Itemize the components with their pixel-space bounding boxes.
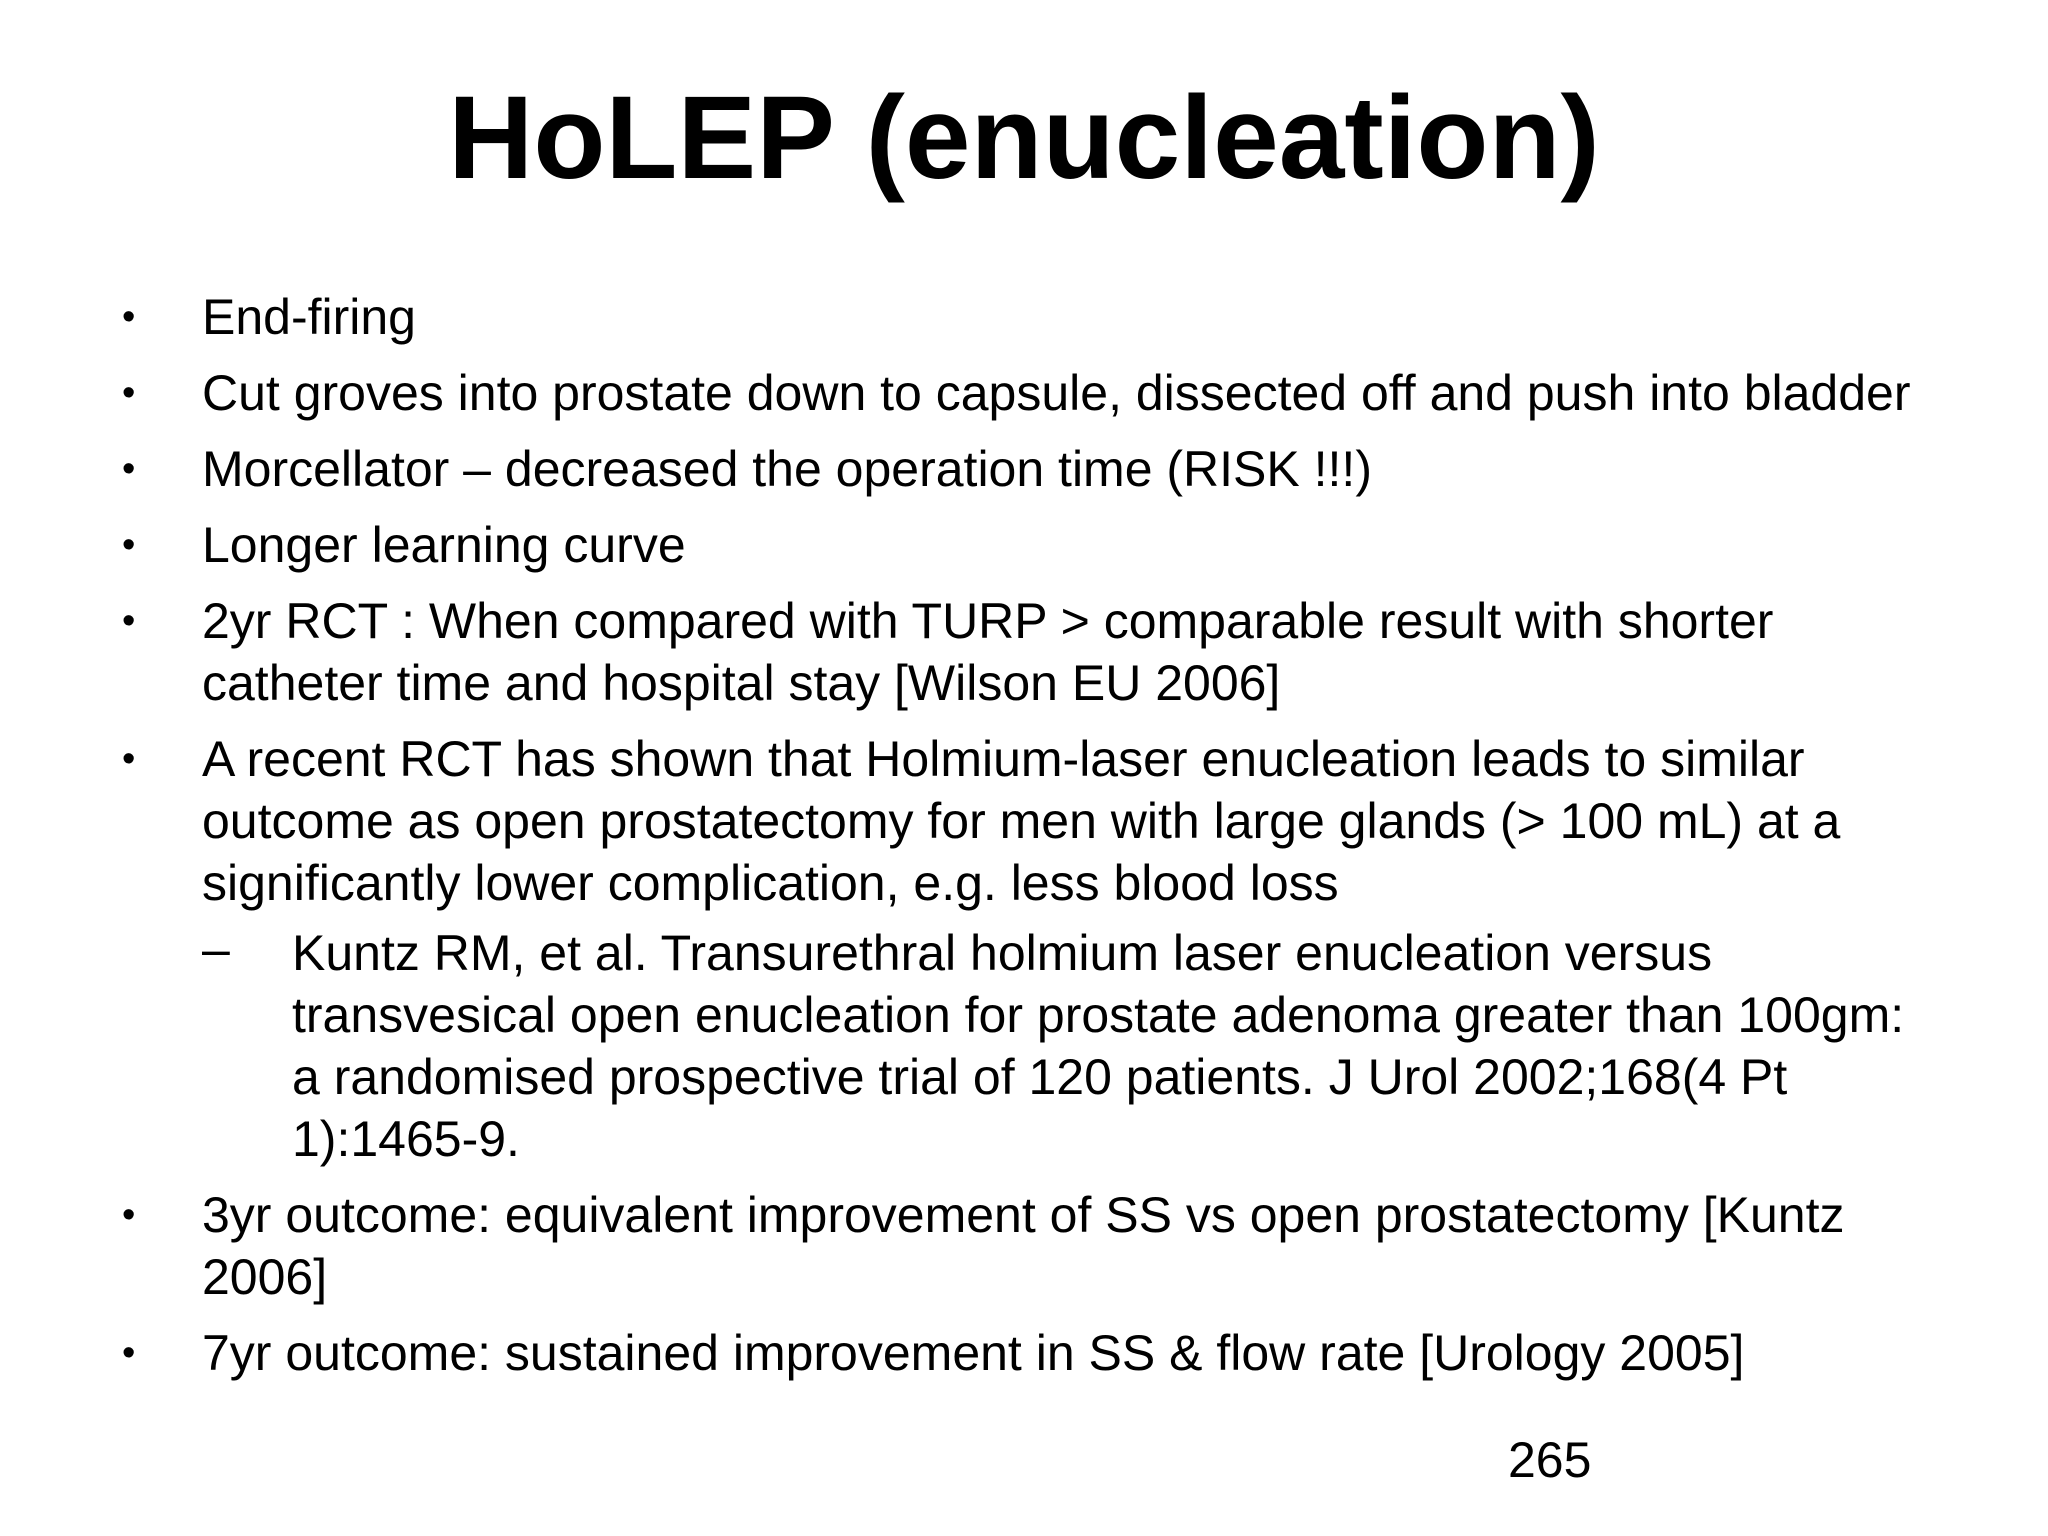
bullet-text: 7yr outcome: sustained improvement in SS & flow rate [Urology 2005] — [202, 1325, 1745, 1381]
bullet-list — [120, 286, 1920, 1398]
bullet-item — [120, 362, 1920, 424]
bullet-text: 3yr outcome: equivalent improvement of SS vs open prostatectomy [Kuntz 2006] — [202, 1187, 1845, 1305]
bullet-item — [120, 1184, 1920, 1308]
bullet-icon: • — [122, 600, 136, 642]
bullet-icon: • — [122, 448, 136, 490]
sub-bullet-item — [202, 922, 1920, 1170]
bullet-text: Longer learning curve — [202, 517, 686, 573]
bullet-item — [120, 286, 1920, 348]
bullet-icon: • — [122, 738, 136, 780]
bullet-item — [120, 438, 1920, 500]
sub-bullet-list — [202, 922, 1920, 1170]
bullet-icon: • — [122, 524, 136, 566]
bullet-item — [120, 1322, 1920, 1384]
bullet-text: End-firing — [202, 289, 416, 345]
bullet-item — [120, 590, 1920, 714]
page-number: 265 — [1508, 1432, 1592, 1488]
bullet-icon: • — [122, 296, 136, 338]
bullet-text: 2yr RCT : When compared with TURP > comparable result with shorter catheter time and hospital stay [Wilson EU 2006] — [202, 593, 1774, 711]
bullet-item — [120, 728, 1920, 1170]
bullet-item — [120, 514, 1920, 576]
bullet-text: Morcellator – decreased the operation time (RISK !!!) — [202, 441, 1372, 497]
citation-text: Kuntz RM, et al. Transurethral holmium laser enucleation versus transvesical open enucleation for prostate adenoma greater than 100gm: a randomised prospective trial of 120 patients. J Urol 2002;168(4 Pt 1):1465-9. — [292, 925, 1905, 1167]
bullet-text: A recent RCT has shown that Holmium-laser enucleation leads to similar outcome as open prostatectomy for men with large glands (> 100 mL) at a significantly lower complication, e.g. less blood loss — [202, 731, 1841, 911]
dash-icon: – — [202, 921, 230, 977]
bullet-icon: • — [122, 1332, 136, 1374]
bullet-icon: • — [122, 372, 136, 414]
bullet-icon: • — [122, 1194, 136, 1236]
bullet-text: Cut groves into prostate down to capsule, dissected off and push into bladder — [202, 365, 1911, 421]
slide-title: HoLEP (enucleation) — [448, 72, 1600, 204]
